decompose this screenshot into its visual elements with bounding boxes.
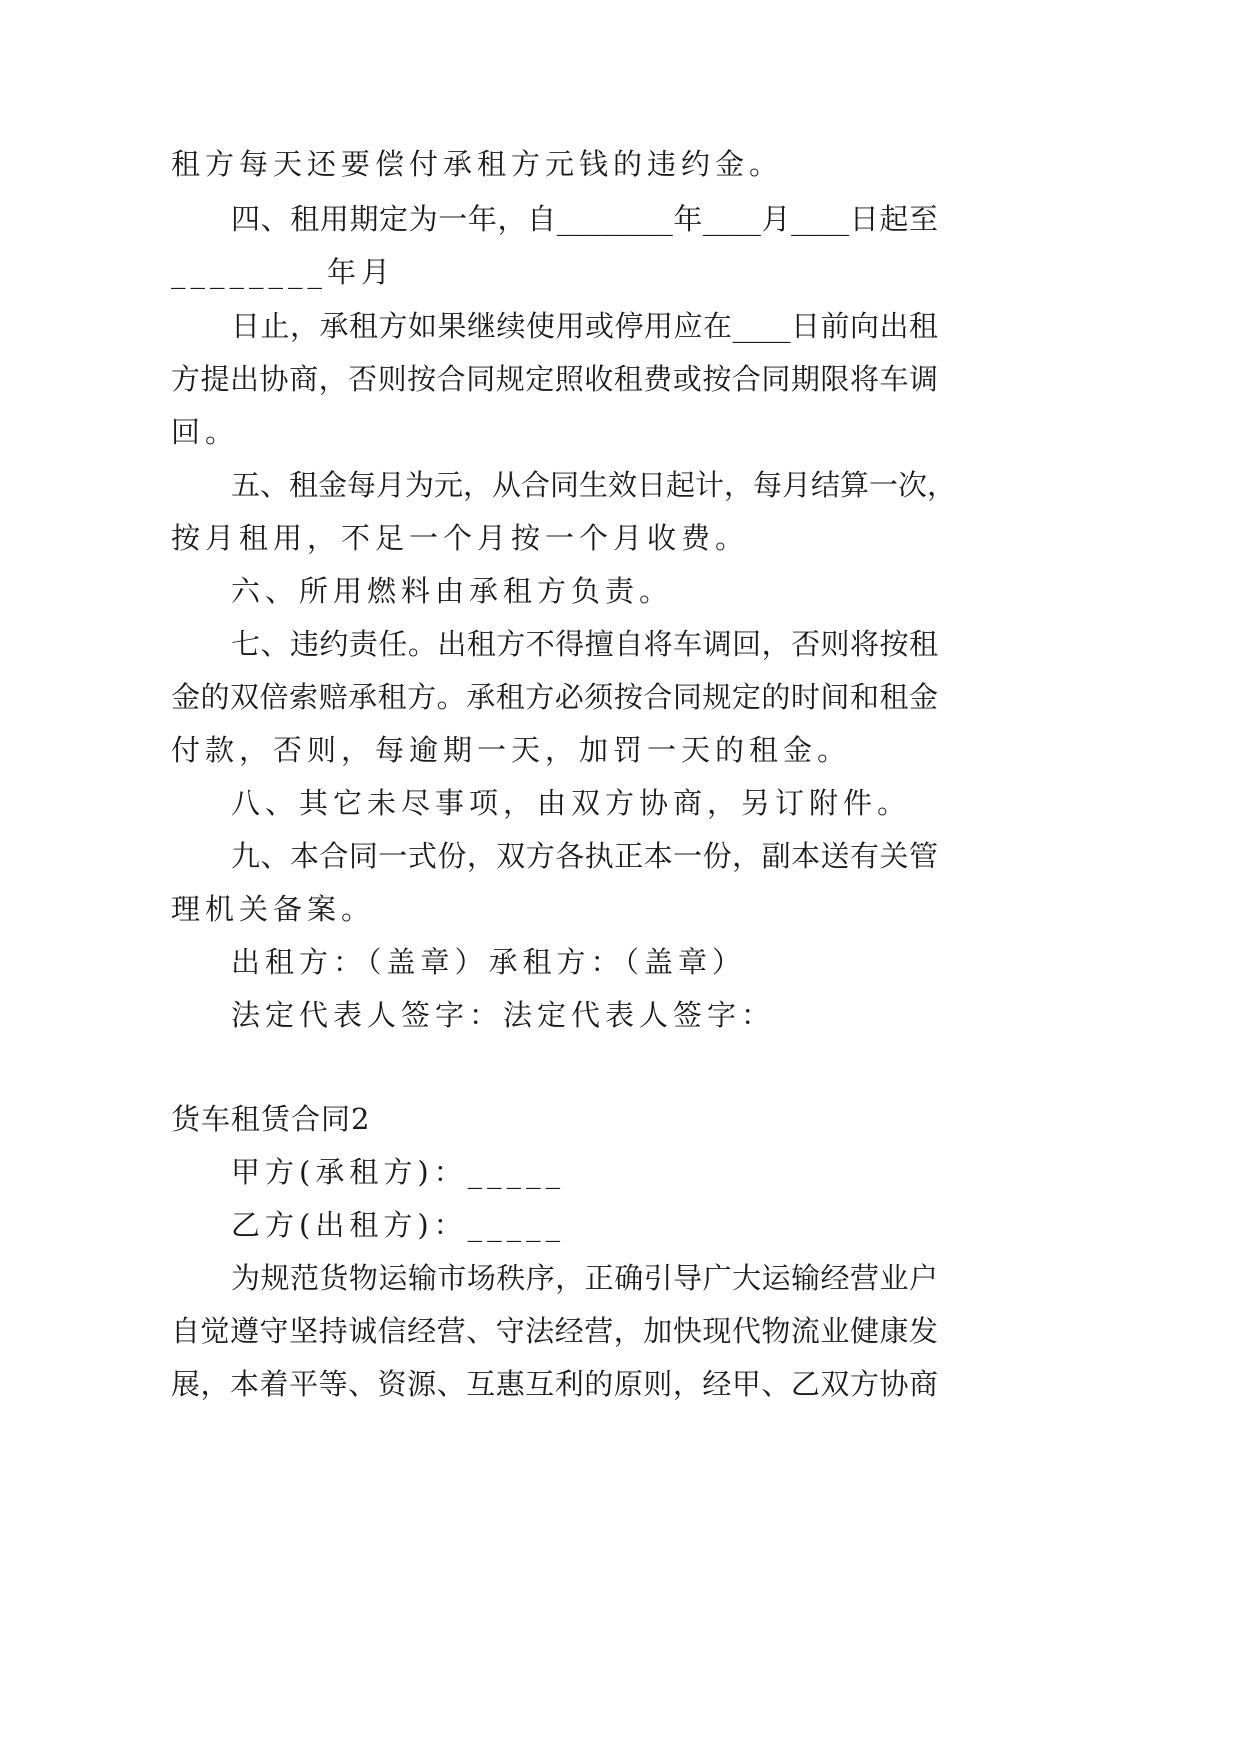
line-text: 回。	[171, 415, 240, 449]
paragraph-line	[0, 350, 1241, 408]
party-text: 甲方(承租方)：_____	[231, 1155, 566, 1189]
line-text: 为规范货物运输市场秩序，正确引导广大运输经营业户	[231, 1261, 938, 1295]
line-text: 日止，承租方如果继续使用或停用应在____日前向出租	[231, 309, 938, 343]
paragraph-line	[0, 1355, 1241, 1413]
line-text: 四、租用期定为一年，自________年____月____日起至	[231, 202, 938, 236]
paragraph-line	[0, 1249, 1241, 1307]
paragraph-line	[0, 403, 1241, 461]
paragraph-line	[0, 827, 1241, 885]
line-text: 六、所用燃料由承租方负责。	[231, 574, 674, 608]
signature-text: 法定代表人签字：法定代表人签字：	[231, 998, 776, 1032]
paragraph-line	[0, 456, 1241, 514]
signature-text: 出租方：（盖章）承租方：（盖章）	[231, 945, 747, 979]
line-text: 五、租金每月为元，从合同生效日起计，每月结算一次，	[231, 468, 957, 502]
paragraph-line	[0, 774, 1241, 832]
line-text: 付款，否则，每逾期一天，加罚一天的租金。	[171, 733, 852, 767]
paragraph-line	[0, 668, 1241, 726]
line-text: 方提出协商，否则按合同规定照收租费或按合同期限将车调	[171, 362, 938, 396]
paragraph-line	[0, 880, 1241, 938]
paragraph-line	[0, 615, 1241, 673]
paragraph-line	[0, 509, 1241, 567]
signature-line	[0, 986, 1241, 1044]
line-text: 八、其它未尽事项，由双方协商，另订附件。	[231, 786, 912, 820]
paragraph-line	[0, 243, 1241, 301]
line-text: 理机关备案。	[171, 892, 376, 926]
line-text: 金的双倍索赔承租方。承租方必须按合同规定的时间和租金	[171, 680, 938, 714]
section-title-text: 货车租赁合同2	[171, 1102, 371, 1136]
line-text: 展，本着平等、资源、互惠互利的原则，经甲、乙双方协商	[171, 1367, 938, 1401]
line-text: 租方每天还要偿付承租方元钱的违约金。	[171, 147, 784, 181]
party-text: 乙方(出租方)：_____	[231, 1208, 566, 1242]
paragraph-line	[0, 562, 1241, 620]
paragraph-line	[0, 721, 1241, 779]
paragraph-line	[0, 190, 1241, 248]
line-text: 七、违约责任。出租方不得擅自将车调回，否则将按租	[231, 627, 938, 661]
line-text: 九、本合同一式份，双方各执正本一份，副本送有关管	[231, 839, 938, 873]
paragraph-line	[0, 135, 1241, 193]
signature-line	[0, 933, 1241, 991]
party-line	[0, 1143, 1241, 1201]
line-text: 按月租用，不足一个月按一个月收费。	[171, 521, 750, 555]
paragraph-line	[0, 1302, 1241, 1360]
line-text: 自觉遵守坚持诚信经营、守法经营，加快现代物流业健康发	[171, 1314, 938, 1348]
line-text: ________年月	[171, 255, 396, 289]
paragraph-line	[0, 297, 1241, 355]
section-title	[0, 1090, 1241, 1148]
party-line	[0, 1196, 1241, 1254]
